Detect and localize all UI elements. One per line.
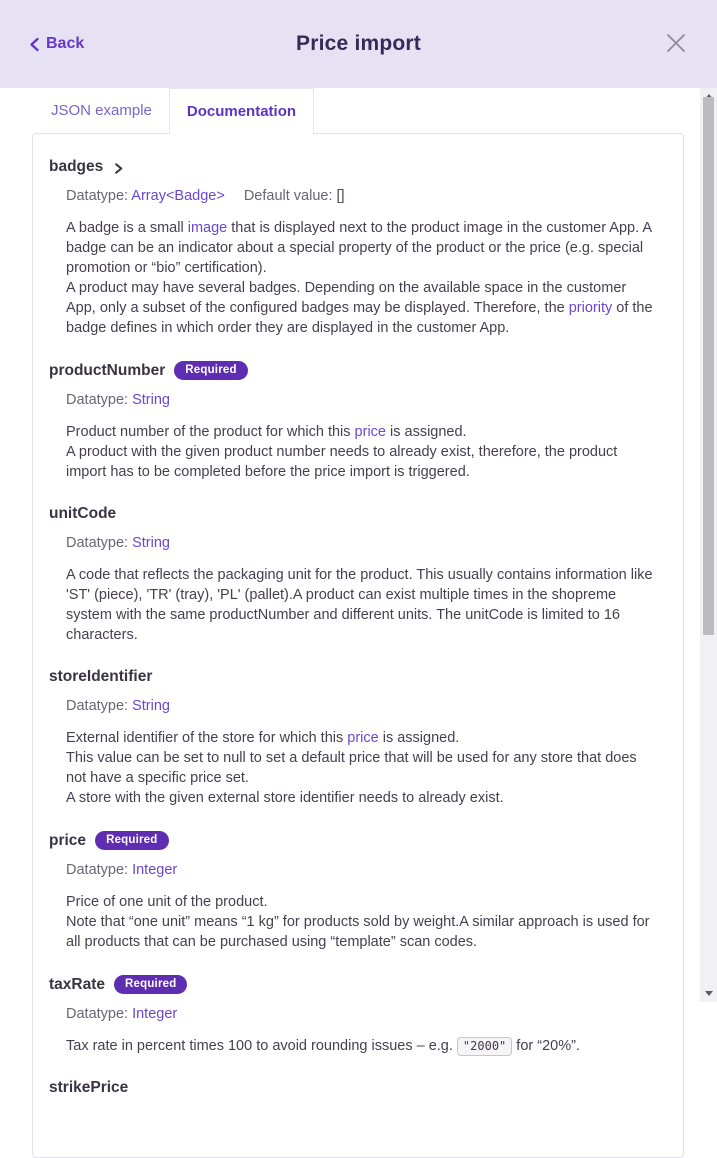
meta-item bbox=[66, 862, 177, 878]
meta-value[interactable]: Integer bbox=[132, 862, 178, 878]
scrollbar-thumb[interactable] bbox=[703, 97, 714, 635]
inline-link[interactable]: price bbox=[347, 730, 379, 746]
back-button-label: Back bbox=[46, 35, 85, 52]
meta-item bbox=[244, 188, 345, 204]
field-section-unitCode bbox=[49, 505, 667, 645]
field-description: A badge is a small image that is displayed next to the product image in the customer App. A badge can be an indicator about a special property of the product or the price (e.g. special promotion or “bio” certification). A product may have several badges. Depending on the available space in the customer App, only a subset of the configured badges may be displayed. Therefore, the priority of the badge defines in which order they are displayed in the customer App. bbox=[66, 220, 653, 336]
field-description: A code that reflects the packaging unit for the product. This usually contains information like 'ST' (piece), 'TR' (tray), 'PL' (pallet).A product can exist multiple times in the shopreme system with the same productNumber and different units. The unitCode is limited to 16 characters. bbox=[66, 567, 653, 643]
documentation-card bbox=[32, 133, 684, 1158]
field-name-row bbox=[49, 668, 667, 686]
meta-label: Datatype: bbox=[66, 698, 133, 714]
required-badge: Required bbox=[174, 361, 247, 380]
field-details bbox=[66, 535, 667, 645]
field-meta bbox=[66, 392, 667, 408]
meta-value[interactable]: String bbox=[132, 698, 170, 714]
field-name-row bbox=[49, 831, 667, 850]
field-description: Product number of the product for which this price is assigned. A product with the given product number needs to already exist, therefore, the product import has to be completed before the price import is triggered. bbox=[66, 424, 618, 480]
triangle-down-icon bbox=[705, 991, 713, 996]
field-details bbox=[66, 392, 667, 482]
meta-label: Default value: bbox=[243, 188, 337, 204]
field-section-badges bbox=[49, 158, 667, 338]
inline-link[interactable]: price bbox=[354, 424, 386, 440]
field-section-productNumber bbox=[49, 361, 667, 482]
field-name[interactable]: badges bbox=[49, 158, 104, 175]
meta-item bbox=[66, 698, 170, 714]
required-badge: Required bbox=[114, 975, 187, 994]
field-section-strikePrice bbox=[49, 1079, 667, 1097]
tab-documentation[interactable]: Documentation bbox=[169, 88, 314, 134]
meta-label: Datatype: bbox=[66, 392, 133, 408]
field-name: taxRate bbox=[49, 975, 105, 993]
field-description: Tax rate in percent times 100 to avoid rounding issues – e.g. "2000" for “20%”. bbox=[66, 1038, 580, 1054]
meta-item bbox=[66, 535, 170, 551]
scrollbar-down-arrow[interactable] bbox=[700, 986, 717, 1000]
field-name-row bbox=[49, 361, 667, 380]
meta-value[interactable]: String bbox=[132, 392, 170, 408]
meta-label: Datatype: bbox=[66, 188, 132, 204]
modal-header bbox=[0, 0, 717, 88]
field-details bbox=[66, 188, 667, 338]
back-button[interactable] bbox=[28, 0, 84, 88]
required-badge: Required bbox=[95, 831, 168, 850]
fields-list bbox=[49, 158, 667, 1097]
meta-value: [] bbox=[336, 188, 345, 204]
field-name-row bbox=[49, 1079, 667, 1097]
field-name: strikePrice bbox=[49, 1079, 129, 1096]
code-chip: "2000" bbox=[457, 1037, 512, 1056]
close-button[interactable] bbox=[661, 28, 691, 58]
meta-item bbox=[66, 1006, 177, 1022]
meta-label: Datatype: bbox=[66, 1006, 133, 1022]
field-name-row bbox=[49, 505, 667, 523]
close-icon bbox=[665, 32, 687, 54]
field-section-price bbox=[49, 831, 667, 952]
meta-item bbox=[66, 188, 225, 204]
field-section-storeIdentifier bbox=[49, 668, 667, 808]
field-name: unitCode bbox=[49, 505, 117, 522]
inline-link[interactable]: priority bbox=[568, 300, 613, 316]
field-name-row bbox=[49, 158, 667, 176]
field-details bbox=[66, 862, 667, 952]
tab-json-example[interactable]: JSON example bbox=[34, 88, 169, 133]
meta-label: Datatype: bbox=[66, 535, 133, 551]
inline-link[interactable]: image bbox=[187, 220, 228, 236]
modal-body bbox=[0, 88, 717, 1158]
meta-label: Datatype: bbox=[66, 862, 133, 878]
field-details bbox=[66, 1006, 667, 1056]
field-meta bbox=[66, 698, 667, 714]
field-section-taxRate bbox=[49, 975, 667, 1056]
field-name: storeIdentifier bbox=[49, 668, 153, 685]
field-meta bbox=[66, 1006, 667, 1022]
meta-item bbox=[66, 392, 170, 408]
meta-value[interactable]: String bbox=[132, 535, 170, 551]
meta-value[interactable]: Integer bbox=[132, 1006, 178, 1022]
scrollbar[interactable] bbox=[700, 88, 717, 1002]
back-chevron-icon bbox=[28, 37, 41, 52]
field-description: Price of one unit of the product. Note that “one unit” means “1 kg” for products sold by weight.A similar approach is used for all products that can be purchased using “template” scan codes. bbox=[66, 894, 650, 950]
field-name: productNumber bbox=[49, 361, 166, 379]
field-description: External identifier of the store for which this price is assigned. This value can be set to null to set a default price that will be used for any store that does not have a specific price set. A store with the given external store identifier needs to already exist. bbox=[66, 730, 637, 806]
field-meta bbox=[66, 862, 667, 878]
tab-bar bbox=[0, 88, 717, 133]
meta-value[interactable]: Array<Badge> bbox=[131, 188, 225, 204]
expand-chevron-icon[interactable] bbox=[112, 162, 125, 175]
page-title: Price import bbox=[296, 32, 421, 55]
field-name: price bbox=[49, 831, 87, 849]
field-details bbox=[66, 698, 667, 808]
field-meta bbox=[66, 535, 667, 551]
field-meta bbox=[66, 188, 667, 204]
field-name-row bbox=[49, 975, 667, 994]
